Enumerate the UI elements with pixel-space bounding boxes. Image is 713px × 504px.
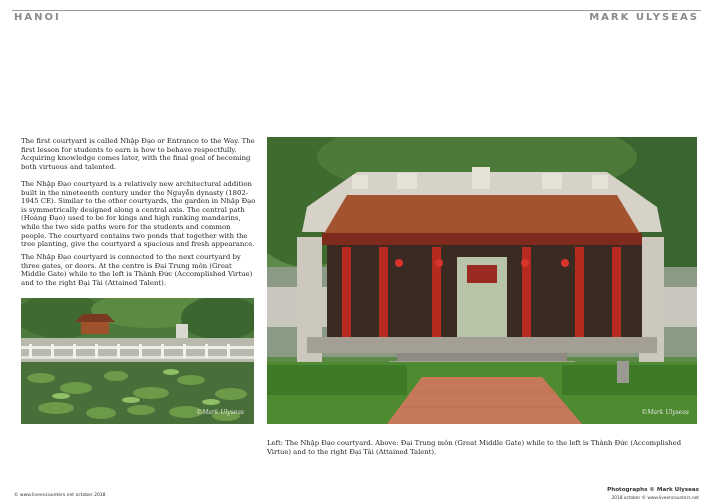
body-paragraph-1: The first courtyard is called Nhập Đạo or Entrance to the Way. The first lesson for students to earn is how to behave respectfully. Acquiring knowledge comes later, with the final goal of becoming both virtuous and talented. (21, 137, 255, 171)
photo-watermark: ©Mark Ulyseas (196, 409, 244, 416)
footer-copyright-right: 2018 october © www.liveencounters.net (611, 496, 699, 501)
body-paragraph-3: The Nhập Đạo courtyard is connected to the next courtyard by three gates, or doors. At the centre is Đại Trung môn (Great Middle Gate) while to the left is Thành Đức (Accomplished Virtue) and to the right Đại Tài (Attained Talent). (21, 253, 253, 287)
courtyard-pond-photo (21, 298, 254, 424)
author-name: MARK ULYSEAS (589, 12, 699, 23)
great-middle-gate-photo (267, 137, 697, 424)
photo-watermark: ©Mark Ulyseas (641, 409, 689, 416)
body-paragraph-2: The Nhập Đạo courtyard is a relatively new architectural addition built in the nineteenth century under the Nguyễn dynasty (1802-1945 CE). Similar to the other courtyards, the garden in Nhập Đạo is symmetrically designed along a central axis. The central path (Hoàng Đạo) used to be for kings and high ranking mandarins, while the two side paths were for the students and common people. The courtyard contains two ponds that together with the tree planting, give the courtyard a spacious and fresh appearance. (21, 180, 256, 249)
section-title: HANOI (14, 12, 61, 23)
footer-copyright: © www.liveencounters.net october 2018 (14, 493, 106, 498)
header-rule (12, 10, 701, 11)
photo-caption: Left: The Nhập Đạo courtyard. Above: Đại Trung môn (Great Middle Gate) while to the left is Thành Đức (Accomplished Virtue) and to the right Đại Tài (Attained Talent). (267, 439, 682, 456)
photo-credit: Photographs © Mark Ulyseas (607, 487, 699, 493)
